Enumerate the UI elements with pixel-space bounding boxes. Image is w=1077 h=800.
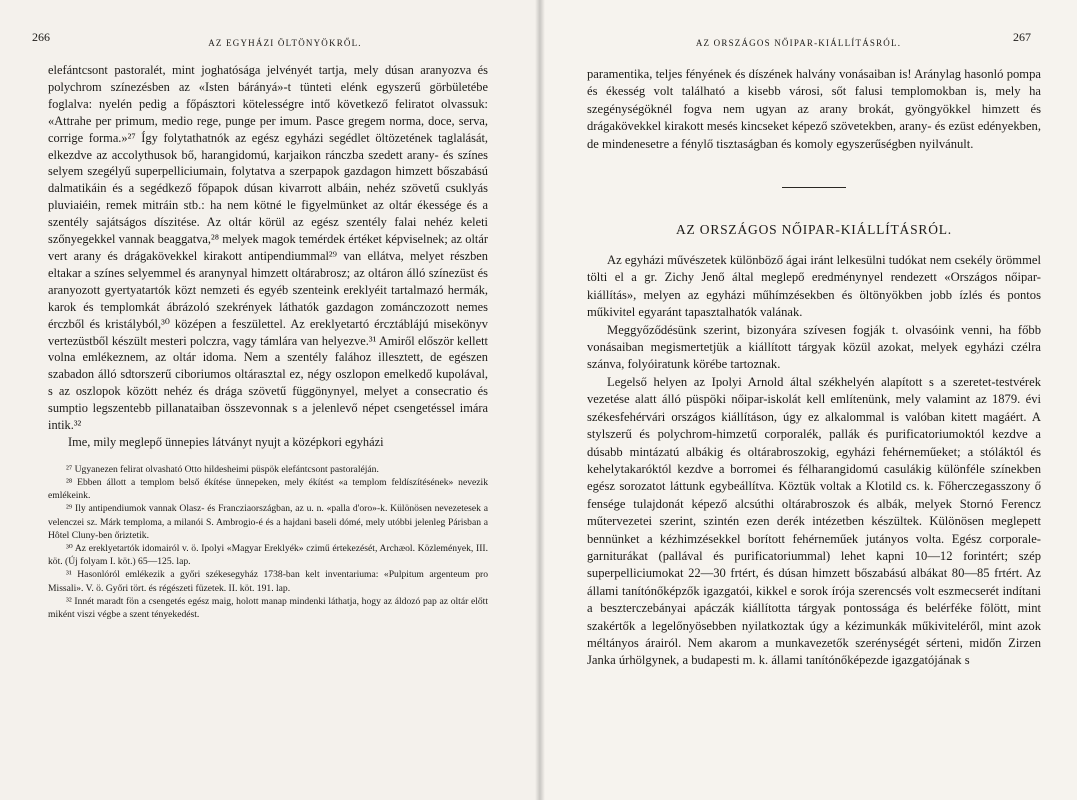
left-footnotes bbox=[48, 463, 488, 621]
right-running-head: AZ ORSZÁGOS NŐIPAR-KIÁLLÍTÁSRÓL. bbox=[695, 38, 902, 48]
left-running-head: AZ EGYHÁZI ÖLTÖNYÖKRŐL. bbox=[208, 38, 362, 48]
right-page bbox=[540, 0, 1077, 800]
left-paragraph-2: Ime, mily meglepő ünnepies látványt nyujt a középkori egyházi bbox=[68, 434, 384, 449]
section-title: AZ ORSZÁGOS NŐIPAR-KIÁLLÍTÁSRÓL. bbox=[676, 222, 952, 238]
right-body bbox=[587, 66, 1041, 670]
footnote-30: ³⁰ Az ereklyetartók idomairól v. ö. Ipolyi «Magyar Ereklyék» czimű értekezését, Archæol. Közlemények, III. köt. (Új folyam I. köt.) 65—125. lap. bbox=[48, 543, 488, 568]
right-paragraph-2: Meggyőződésünk szerint, bizonyára szívesen fogják t. olvasóink venni, ha főbb vonásaiban megismertetjük a kiállított tárgyak közül azokat, melyek egyházi czélra szánva, folyóiratunk körébe tartoznak. bbox=[587, 322, 1041, 372]
footnote-28: ²⁸ Ebben állott a templom belső ékítése ünnepeken, mely ékítést «a templom feldíszítésének» nevezik emlékeink. bbox=[48, 477, 488, 502]
right-paragraph-3: Legelső helyen az Ipolyi Arnold által székhelyén alapított s a szeretet-testvérek vezetése alatt álló püspöki nőipar-iskolát kell említenünk, mely valamint az 1879. évi székesfehérvári országos kiállításon, úgy ez alkalommal is valóban kitett magáért. A stylszerű és polychrom-himzetű corporalék, pallák és purificatoriumoktól kezdve a dúsabb mintázatú albákig és oltárabroszokig, egyházi fehérneműeket; a stóláktól és kehelytakaróktól kezdve a borromei és félharangidomú casulákig különféle színekben egész sorozatot láttunk egybeállítva. Köztük voltak a Klotild cs. k. Főherczegasszony ő fensége tulajdonát képező alcsúthi oltárabroszok és albák, melyek Stornó Ferencz műtervezetei szerint, szintén ezen derék intézetben készültek. Különösen meglepett bennünket a kézhimzésekkel borított fehérneműek jutányos volta. Egész corporale-garniturákat (pallával és purificatoriummal) lehet kapni 10—12 forintért; szép superpelliciumokat 22—30 frtért, és dúsan himzett bőszabású albákat 80—85 frtért. Az állami tanítónőképzők igazgatói, kikkel e sorok írója szerencsés volt eszmecserét indítani a beszterczebányai apáczák kiállította tárgyak pontossága és belérféke fölött, mint szakértők a legelőnyösebben nyilatkoztak úgy a kézimunkák műkiviteléről, mint azok méltányos árairól. Nem akarom a munkavezetők szerénységét sérteni, midőn Zirzen Janka úrhölgynek, a budapesti m. k. állami tanítónőképezde igazgatójának s bbox=[587, 374, 1041, 668]
left-text-block bbox=[48, 62, 488, 621]
left-paragraph-1: elefántcsont pastoralét, mint joghatósága jelvényét tartja, mely dúsan aranyozva és polychrom színezésben az «Isten bárányá»-t tünteti elénk egyszerű görbületébe foglalva: nyelén pedig a főpásztori kötelességre intő következő feliratot olvassuk: «Attrahe per primum, medio rege, punge per imum. Pasce gregem norma, doce, serva, corrige forma.»²⁷ Így folytathatnók az egész egyházi segédlet öltözetének taglalását, elkezdve az accolythusok bő, harangidomú, karjaikon ránczba szedett arany- és színes selyem szegélyű superpelliciumain, folytatva a szerpapok gazdagon himzett bőszabású dalmatikáin és a segédkező főpapok dúsan kivarrott albáin, nehéz szövetű csuklyás pluviaiéin, remek mitráin stb.: ha nem kötné le figyelmünket az oltár ékessége és a szentély sajátságos díszitése. Az oltár körül az egész szentély falai nehéz keleti szőnyegekkel vannak beaggatva,²⁸ melyek magok temérdek értéket képviselnek; az oltár vert arany és drágakövekkel kirakott antipendiummal²⁹ van ellátva, melyet részben eltakar a színes selyemmel és aranynyal himzett oltárabrosz; az oltáron álló színezüst és aranyozott gyertyatartók közt nemzeti és egyéb szenteink ereklyéit tartalmazó hermák, karok és templomkát ábrázoló szekrények láthatók gazdagon zománczozott nemes érczből és kristályból,³⁰ középen a feszülettel. Az ereklyetartó ércztáblájú misekönyv vertezüstből készült mesteri polczra, vagy támlára van helyezve.³¹ Amiről először kellett volna emlékeznem, az oltár idoma. Nem a szentély falához illesztett, de egészen szabadon álló sdtorszerű ciboriumos oltárasztal ez, négy oszlopon emelkedő kupolával, s az oszlopok között nehéz és drága szövetű függönynyel, melyet a consecratio és sumptio legszentebb pillanataiban összevonnak s a jelenlevő népet csengetéssel imára intik.³² bbox=[48, 63, 488, 433]
footnote-31: ³¹ Hasonlóról emlékezik a győri székesegyház 1738-ban kelt inventariuma: «Pulpitum argenteum pro Missali». V. ö. Győri tört. és régészeti füzetek. II. köt. 191. lap. bbox=[48, 569, 488, 594]
right-text-block bbox=[587, 66, 1041, 670]
right-page-number: 267 bbox=[1013, 30, 1031, 44]
section-divider bbox=[782, 187, 846, 188]
book-gutter bbox=[535, 0, 545, 800]
left-body bbox=[48, 62, 488, 451]
footnote-29: ²⁹ Ily antipendiumok vannak Olasz- és Francziaországban, az u. n. «palla d'oro»-k. Különösen nevezetesek a velenczei sz. Márk temploma, a milanói S. Ambrogio-é és a hajdani baseli dómé, mely utóbbi jelenleg Párisban a Hôtel Cluny-ben őriztetik. bbox=[48, 503, 488, 541]
right-intro-paragraph: paramentika, teljes fényének és díszének halvány vonásaiban is! Aránylag hasonló pompa és ékesség volt található a kisebb városi, sőt falusi templomokban is, mely ha szegénységöknél fogva nem ugyan az arany brokát, gyöngyökkel himzett és drágakövekkel kirakott mesés kincseket képező szövetekben, arany- és ezüst edényekben, de mindenesetre a fénylő tisztaságban és komoly egyszerűségben nyilvánult. bbox=[587, 67, 1041, 151]
footnote-32: ³² Innét maradt fön a csengetés egész maig, holott manap mindenki láthatja, hogy az áldozó pap az oltár előtt miként viszi végbe a szent tényekedést. bbox=[48, 595, 488, 621]
left-page-number: 266 bbox=[32, 30, 50, 44]
right-paragraph-1: Az egyházi művészetek különböző ágai iránt lelkesülni tudókat nem csekély örömmel tölti el a gr. Zichy Jenő által meglepő eredménynyel rendezett «Országos nőipar-kiállítás», melyen az egyházi műhímzésekben és öltönyökben jobb ízlés és pontos műkivitel egyaránt tapasztalhatók valának. bbox=[587, 253, 1041, 320]
footnote-27: ²⁷ Ugyanezen felirat olvasható Otto hildesheimi püspök elefántcsont pastoraléján. bbox=[66, 463, 379, 475]
